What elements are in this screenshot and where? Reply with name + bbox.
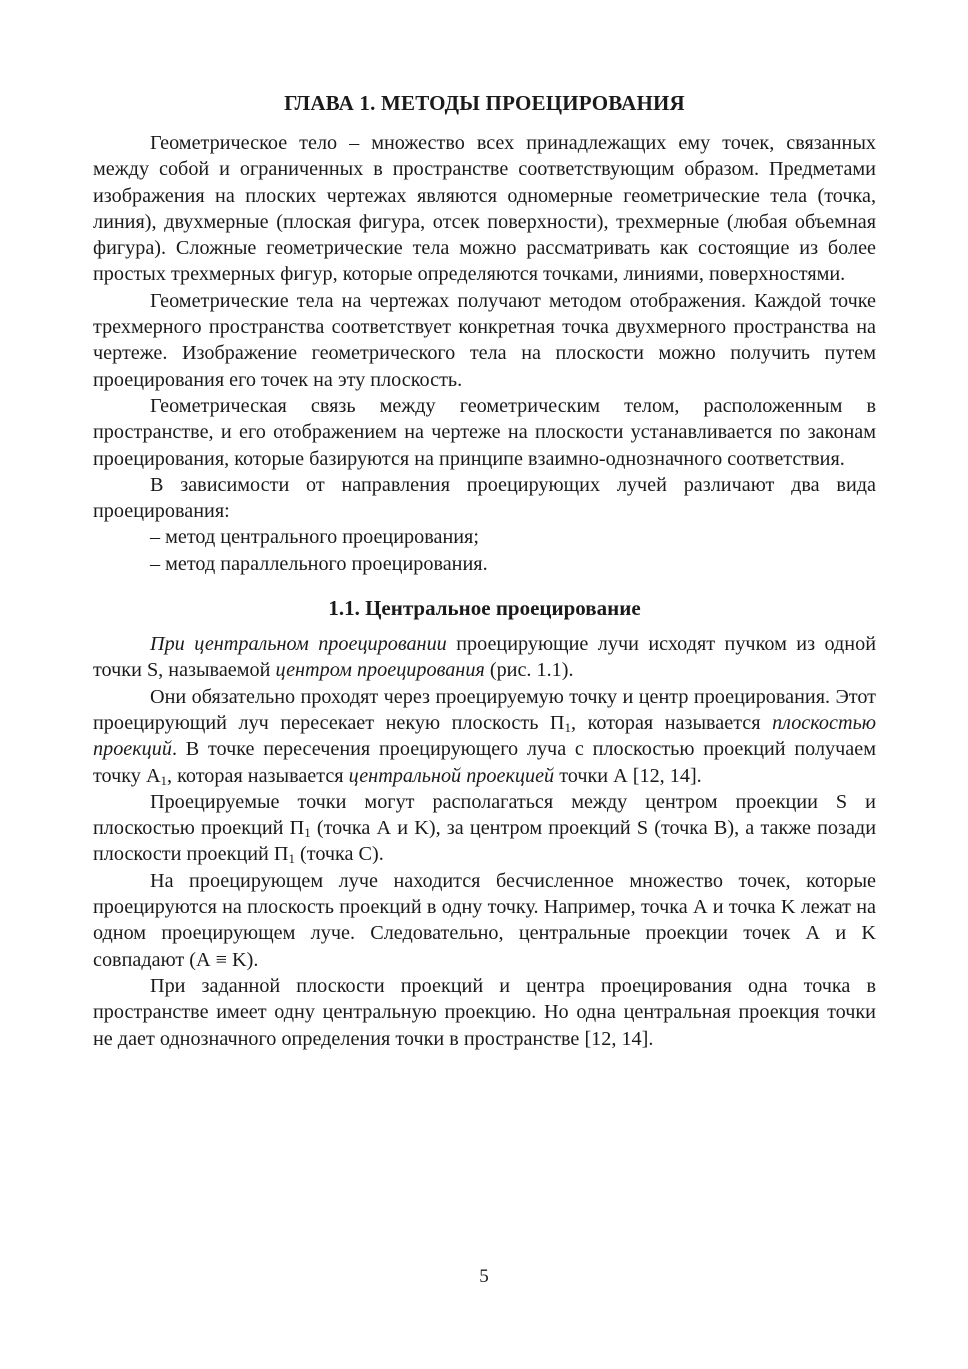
term-projection-center: центром проецирования xyxy=(275,659,485,682)
subscript: 1 xyxy=(304,825,311,841)
text-span: . В точке пересечения проецирующего луча с плоскостью проекций получаем точку А xyxy=(93,738,876,787)
text-span: (рис. 1.1). xyxy=(484,659,574,682)
text-span: , которая называется xyxy=(571,711,773,734)
term-central-projection-result: центральной проекцией xyxy=(348,764,555,787)
page-number: 5 xyxy=(479,1266,489,1287)
term-projection-plane: плоскостью проекций xyxy=(93,711,876,761)
page-body xyxy=(93,88,876,1052)
chapter-title: ГЛАВА 1. МЕТОДЫ ПРОЕЦИРОВАНИЯ xyxy=(284,91,685,115)
text-span: (точка А и K), за центром проекций S (точка В), а также позади плоскости проекций П xyxy=(93,817,876,866)
paragraph-4: В зависимости от направления проецирующих лучей различают два вида проецирования: xyxy=(93,473,876,523)
list-item-parallel: – метод параллельного проецирования. xyxy=(150,552,488,575)
text-span: , которая называется xyxy=(167,764,349,787)
paragraph-2: Геометрические тела на чертежах получают методом отображения. Каждой точке трехмерного пространства соответствует конкретная точка двухмерного пространства на чертеже. Изображение геометрического тела на плоскости можно получить путем проецирования его точек на эту плоскость. xyxy=(93,289,876,391)
section-paragraph-2 xyxy=(93,684,876,789)
subscript: 1 xyxy=(160,772,168,788)
section-paragraph-4: На проецирующем луче находится бесчисленное множество точек, которые проецируются на плоскость проекций в одну точку. Например, точка А и точка K лежат на одном проецирующем луче. Следовательно, центральные проекции точек А и K совпадают (А ≡ K). xyxy=(93,869,876,971)
text-span: (точка С). xyxy=(295,843,384,866)
term-central-projection: При центральном проецировании xyxy=(150,633,447,656)
section-title: 1.1. Центральное проецирование xyxy=(328,596,641,621)
text-span: точки А [12, 14]. xyxy=(554,764,702,787)
subscript: 1 xyxy=(288,851,295,867)
paragraph-3: Геометрическая связь между геометрическим телом, расположенным в пространстве, и его отображением на чертеже на плоскости устанавливается по законам проецирования, которые базируются на принципе взаимно-однозначного соответствия. xyxy=(93,394,876,470)
text-span: проецирующие лучи исходят пучком из одной точки S, называемой xyxy=(93,633,877,682)
text-span: Проецируемые точки могут располагаться между центром проекции S и плоскостью проекций П xyxy=(93,790,876,840)
paragraph-1: Геометрическое тело – множество всех принадлежащих ему точек, связанных между собой и ограниченных в пространстве соответствующим образом. Предметами изображения на плоских чертежах являются одномерные геометрические тела (точка, линия), двухмерные (плоская фигура, отсек поверхности), трехмерные (любая объемная фигура). Сложные геометрические тела можно рассматривать как состоящие из более простых трехмерных фигур, которые определяются точками, линиями, поверхностями. xyxy=(93,132,876,286)
list-item-central: – метод центрального проецирования; xyxy=(150,526,479,549)
subscript: 1 xyxy=(564,719,572,735)
text-span: Они обязательно проходят через проецируемую точку и центр проецирования. Этот проецирующий луч пересекает некую плоскость П xyxy=(93,685,876,734)
section-paragraph-1 xyxy=(93,631,876,684)
section-paragraph-5: При заданной плоскости проекций и центра проецирования одна точка в пространстве имеет одну центральную проекцию. Но одна центральная проекция точки не дает однозначного определения точки в пространстве [12, 14]. xyxy=(93,974,876,1050)
section-paragraph-3 xyxy=(93,789,876,868)
